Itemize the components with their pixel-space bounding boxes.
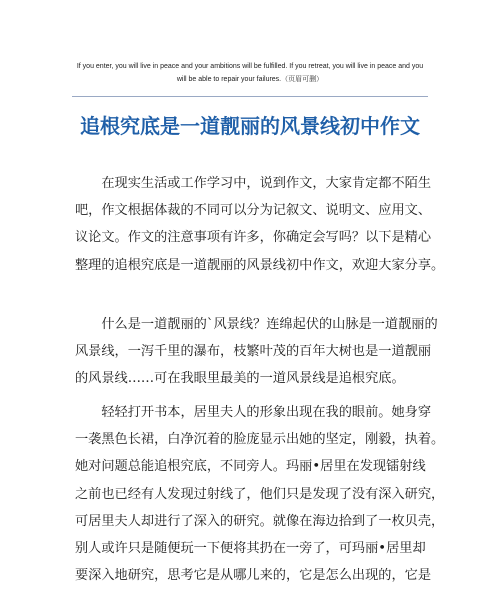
paragraph-line: 可居里夫人却进行了深入的研究。就像在海边拾到了一枚贝壳，	[75, 513, 445, 529]
paragraph-line: 什么是一道靓丽的`风景线？连绵起伏的山脉是一道靓丽的	[75, 317, 438, 332]
document-title: 追根究底是一道靓丽的风景线初中作文	[80, 114, 420, 138]
paragraph-line: 整理的追根究底是一道靓丽的风景线初中作文，欢迎大家分享。	[75, 257, 445, 273]
paragraph-line: 的风景线……可在我眼里最美的一道风景线是追根究底。	[75, 371, 405, 387]
paragraph-line: 之前也已经有人发现过射线了，他们只是发现了没有深入研究，	[75, 486, 445, 502]
paragraph-line: 一袭黑色长裙，白净沉着的脸庞显示出她的坚定，刚毅，执着。	[75, 432, 445, 448]
paragraph-line: 在现实生活或工作学习中，说到作文，大家肯定都不陌生	[75, 176, 432, 191]
paragraph-line: 轻轻打开书本，居里夫人的形象出现在我的眼前。她身穿	[75, 405, 432, 420]
header-quote-line-2	[62, 73, 438, 86]
header-quote-line-2-text: will be able to repair your failures.	[176, 76, 282, 83]
paragraph-1	[75, 170, 445, 279]
header-divider	[72, 96, 428, 97]
paragraph-line: 风景线，一泻千里的瀑布，枝繁叶茂的百年大树也是一道靓丽	[75, 344, 432, 360]
paragraph-3	[75, 399, 445, 589]
paragraph-2	[75, 311, 438, 393]
header-quote-line-1: If you enter, you will live in peace and your ambitions will be fulfilled. If you retreat, you will live in peace and you	[76, 63, 424, 70]
paragraph-line: 她对问题总能追根究底，不同旁人。玛丽•居里在发现镭射线	[75, 459, 426, 475]
header-removable-note: （页眉可删）	[281, 76, 324, 83]
paragraph-line: 吧，作文根据体裁的不同可以分为记叙文、说明文、应用文、	[75, 203, 432, 219]
page-header-quote	[62, 60, 438, 86]
paragraph-line: 议论文。作文的注意事项有许多，你确定会写吗？以下是精心	[75, 230, 432, 246]
paragraph-line: 要深入地研究，思考它是从哪儿来的，它是怎么出现的，它是	[75, 568, 432, 584]
paragraph-line: 别人或许只是随便玩一下便将其扔在一旁了，可玛丽•居里却	[75, 541, 426, 557]
